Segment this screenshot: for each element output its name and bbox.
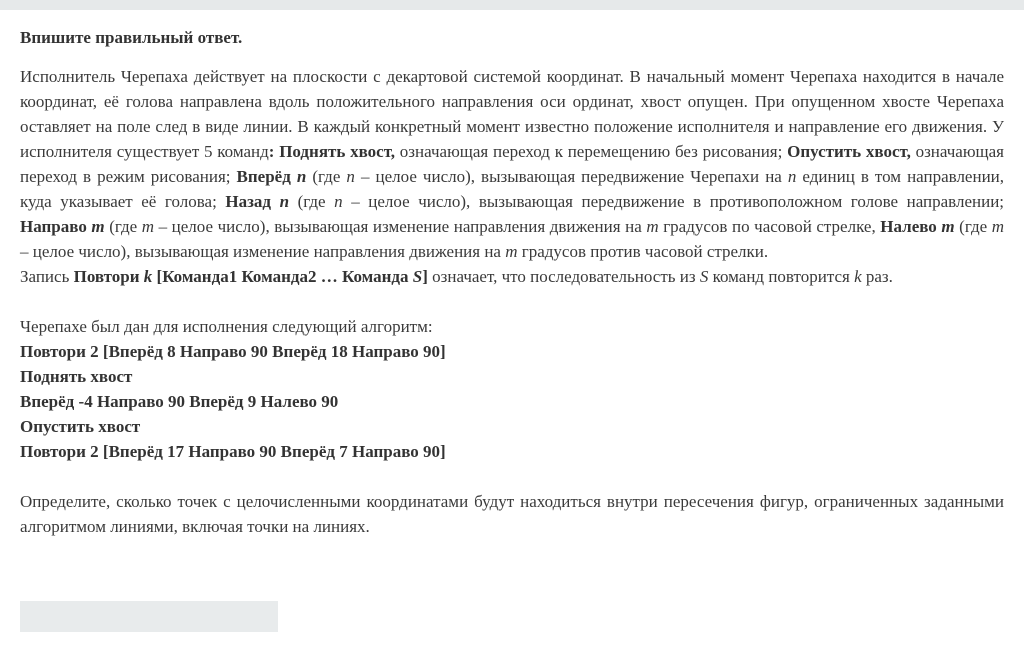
cmd-pen-down: Опустить хвост,	[787, 142, 911, 161]
desc-text: (где	[104, 217, 142, 236]
record-text: раз.	[861, 267, 893, 286]
cmd-right: Направо	[20, 217, 92, 236]
task-description	[20, 64, 1004, 264]
algorithm-line: Опустить хвост	[20, 417, 141, 436]
var-m: m	[505, 242, 518, 261]
desc-text: – целое число), вызывающая передвижение Черепахи на	[354, 167, 788, 186]
var-n: n	[296, 167, 307, 186]
desc-text: градусов по часовой стрелке,	[658, 217, 881, 236]
var-m: m	[991, 217, 1005, 236]
task-content	[20, 26, 1004, 539]
algorithm-line: Вперёд -4 Направо 90 Вперёд 9 Налево 90	[20, 392, 339, 411]
algorithm-line: Повтори 2 [Вперёд 8 Направо 90 Вперёд 18 Направо 90]	[20, 342, 446, 361]
cmd-list: [Команда1 Команда2 … Команда	[152, 267, 413, 286]
algorithm-line: Повтори 2 [Вперёд 17 Направо 90 Вперёд 7 Направо 90]	[20, 442, 446, 461]
answer-input[interactable]	[20, 601, 278, 632]
var-n: n	[346, 167, 355, 186]
cmd-back: Назад	[225, 192, 280, 211]
desc-text: единиц в том направлении, куда указывает её голова;	[20, 167, 1005, 211]
var-n: n	[787, 167, 797, 186]
var-k: k	[143, 267, 153, 286]
var-m: m	[141, 217, 155, 236]
cmd-forward: Вперёд	[236, 167, 297, 186]
cmd-left: Налево	[880, 217, 942, 236]
var-s: S	[699, 267, 709, 286]
desc-text: – целое число), вызывающая изменение направления движения на	[154, 217, 647, 236]
desc-text: градусов против часовой стрелки.	[517, 242, 769, 261]
var-m: m	[646, 217, 659, 236]
record-text: команд повторится	[708, 267, 855, 286]
desc-text: означающая переход к перемещению без рисования;	[395, 142, 788, 161]
desc-text: Исполнитель Черепаха действует на плоскости с декартовой системой координат. В начальный момент Черепаха находится в начале координат, её голова направлена вдоль положительного направления оси ординат, хвост опущен. При опущенном хвосте Черепаха оставляет на поле след в виде линии. В каждый конкретный момент известно положение исполнителя и направление его движения. У исполнителя существует 5 команд	[20, 67, 1004, 161]
task-instruction: Впишите правильный ответ.	[20, 28, 243, 47]
desc-text: (где	[289, 192, 335, 211]
var-k: k	[854, 267, 862, 286]
desc-text: (где	[954, 217, 992, 236]
desc-text: (где	[306, 167, 347, 186]
algorithm-line: Поднять хвост	[20, 367, 133, 386]
cmd-repeat: Повтори	[73, 267, 144, 286]
cmd-pen-up: : Поднять хвост,	[268, 142, 396, 161]
task-question: Определите, сколько точек с целочисленными координатами будут находиться внутри пересечения фигур, ограниченных заданными алгоритмом линиями, включая точки на линиях.	[20, 492, 1004, 536]
var-n: n	[334, 192, 343, 211]
top-bar	[0, 0, 1024, 10]
record-text: Запись	[20, 267, 74, 286]
var-n: n	[279, 192, 290, 211]
record-text: означает, что последовательность из	[427, 267, 700, 286]
desc-text: – целое число), вызывающая передвижение в противоположном голове направлении;	[342, 192, 1005, 211]
algorithm-intro: Черепахе был дан для исполнения следующий алгоритм:	[20, 317, 433, 336]
desc-text: – целое число), вызывающая изменение направления движения на	[20, 242, 506, 261]
bracket: ]	[422, 267, 428, 286]
var-m: m	[91, 217, 105, 236]
repeat-record-description	[20, 264, 1004, 289]
var-s: S	[412, 267, 423, 286]
desc-text: означающая переход в режим рисования;	[20, 142, 1005, 186]
var-m: m	[941, 217, 955, 236]
